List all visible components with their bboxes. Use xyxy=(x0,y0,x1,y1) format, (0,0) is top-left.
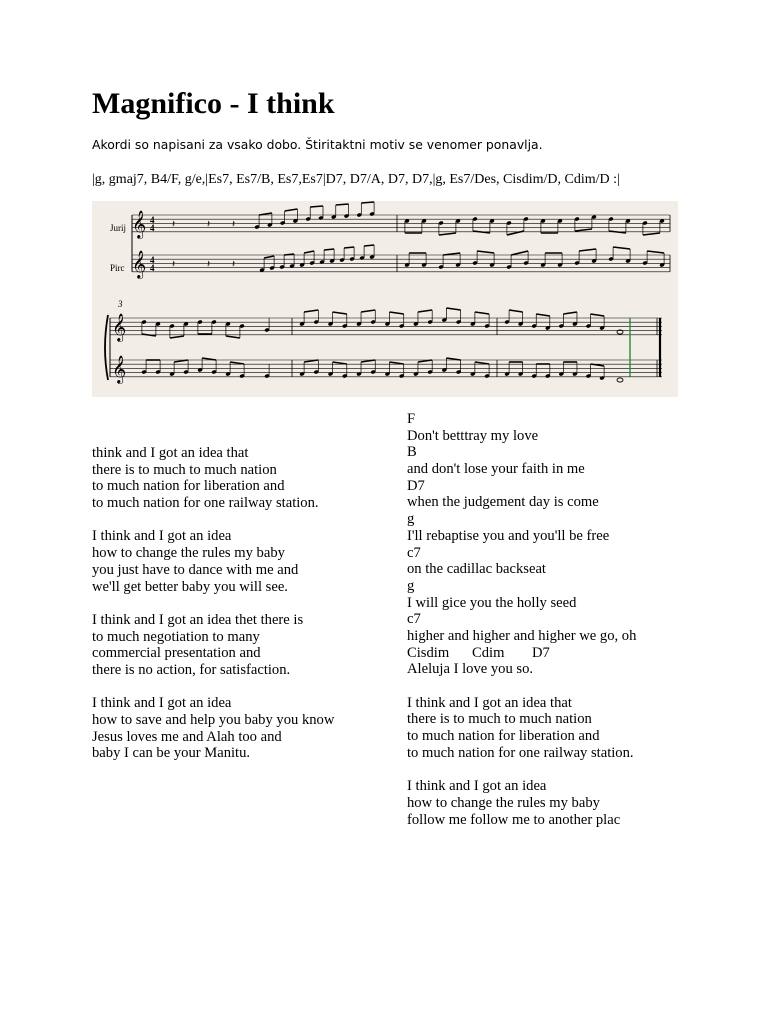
stanza-gap xyxy=(92,512,334,529)
note-beam xyxy=(304,251,314,253)
lyric-line: to much nation for liberation and xyxy=(92,478,285,495)
stanza-gap xyxy=(92,679,334,696)
note-beam xyxy=(361,202,374,203)
chord-label: c7 xyxy=(407,544,421,561)
chord-label: B xyxy=(407,444,417,461)
note-beam xyxy=(284,254,294,255)
lyrics-right-column xyxy=(407,411,636,828)
chord-label: g xyxy=(407,577,415,594)
lyric-line: commercial presentation and xyxy=(92,645,261,662)
note-beam xyxy=(142,334,156,336)
chord-label: D7 xyxy=(532,644,550,661)
chord-label: Cdim xyxy=(472,644,505,661)
chord-label: D7 xyxy=(407,477,425,494)
note-beam xyxy=(591,314,605,316)
note-beam xyxy=(230,362,244,364)
lyric-line: you just have to dance with me and xyxy=(92,561,299,578)
lyric-line: I think and I got an idea xyxy=(92,528,232,545)
note-beam xyxy=(264,256,274,258)
lyric-line: think and I got an idea that xyxy=(92,445,249,461)
sheet-music-score xyxy=(92,201,678,397)
chord-label: c7 xyxy=(407,611,421,628)
note-beam xyxy=(473,231,490,233)
note-beam xyxy=(364,245,374,246)
note-beam xyxy=(226,336,240,338)
note-beam xyxy=(575,229,592,231)
lyric-line: I think and I got an idea xyxy=(92,695,232,712)
note-beam xyxy=(536,314,550,316)
rest-icon: 𝄽 xyxy=(207,259,211,270)
lyric-line: follow me follow me to another plac xyxy=(407,811,621,828)
chord-label: Cisdim xyxy=(407,644,450,661)
note-beam xyxy=(475,362,489,364)
lyric-line: and don't lose your faith in me xyxy=(407,461,585,478)
lyrics-left-column xyxy=(92,445,334,762)
staff-label-jurij: Jurij xyxy=(110,223,127,233)
lyric-line: to much nation for one railway station. xyxy=(407,744,634,761)
note-beam xyxy=(475,312,489,314)
note-beam xyxy=(310,206,323,207)
note-beam xyxy=(336,204,349,205)
stanza-gap xyxy=(407,678,636,695)
stanza-gap xyxy=(407,761,636,778)
lyric-line: how to change the rules my baby xyxy=(407,794,600,811)
chord-progression: |g, gmaj7, B4/F, g/e,|Es7, Es7/B, Es7,Es7|D7, D7/A, D7, D7,|g, Es7/Des, Cisdim/D, Cdim/D :| xyxy=(92,172,620,187)
lyric-line: baby I can be your Manitu. xyxy=(92,745,251,762)
note-beam xyxy=(170,336,184,338)
lyric-line: how to save and help you baby you know xyxy=(92,712,335,728)
note-beam xyxy=(511,251,528,255)
lyric-line: we'll get better baby you will see. xyxy=(92,578,288,595)
lyric-line: Don't betttray my love xyxy=(407,427,539,444)
note-beam xyxy=(333,312,347,314)
rest-icon: 𝄽 xyxy=(172,219,176,230)
note-beam xyxy=(643,233,660,235)
note-beam xyxy=(324,249,334,250)
staff-label-pirc: Pirc xyxy=(110,263,125,273)
lyric-line: how to change the rules my baby xyxy=(92,545,285,562)
lyric-line: there is to much to much nation xyxy=(407,711,592,728)
note-beam xyxy=(446,308,460,310)
lyric-line: to much nation for liberation and xyxy=(407,728,600,745)
note-beam xyxy=(579,249,596,251)
lyric-line: I think and I got an idea that xyxy=(407,694,572,711)
treble-clef-icon: 𝄞 xyxy=(112,355,127,383)
lyric-line: higher and higher and higher we go, oh xyxy=(407,627,637,644)
rest-icon: 𝄽 xyxy=(232,219,236,230)
page-title: Magnifico - I think xyxy=(92,87,335,120)
note-beam xyxy=(609,231,626,233)
rest-icon: 𝄽 xyxy=(232,259,236,270)
note-beam xyxy=(333,362,347,364)
note-beam xyxy=(361,310,375,312)
note-beam xyxy=(285,209,298,211)
music-notation xyxy=(92,201,678,397)
treble-clef-icon: 𝄞 xyxy=(112,313,127,341)
chord-label: g xyxy=(407,511,415,528)
subtitle: Akordi so napisani za vsako dobo. Štiritaktni motiv se venomer ponavlja. xyxy=(92,137,543,152)
lyric-line: when the judgement day is come xyxy=(407,494,599,511)
lyric-line: Jesus loves me and Alah too and xyxy=(92,728,282,745)
chord-label: F xyxy=(407,411,416,427)
lyric-line: to much negotiation to many xyxy=(92,628,260,645)
lyric-line: there is no action, for satisfaction. xyxy=(92,661,291,678)
time-signature: 4 xyxy=(150,255,155,265)
chord-row xyxy=(407,645,636,662)
note-beam xyxy=(418,310,432,312)
lyric-line: I think and I got an idea xyxy=(407,778,547,795)
stanza-gap xyxy=(92,595,334,612)
lyric-line: on the cadillac backseat xyxy=(407,561,546,578)
time-signature: 4 xyxy=(150,215,155,225)
note-beam xyxy=(259,213,272,215)
note-beam xyxy=(443,253,460,255)
note-beam xyxy=(389,312,403,314)
note-beam xyxy=(304,310,318,312)
treble-clef-icon: 𝄞 xyxy=(132,210,147,238)
brace-icon xyxy=(105,315,108,380)
lyric-line: I think and I got an idea thet there is xyxy=(92,611,304,628)
time-signature: 4 xyxy=(150,223,155,233)
lyric-line: I'll rebaptise you and you'll be free xyxy=(407,527,610,544)
lyric-line: Aleluja I love you so. xyxy=(407,661,534,678)
note-beam xyxy=(509,310,523,312)
time-signature: 4 xyxy=(150,263,155,273)
lyric-line: there is to much to much nation xyxy=(92,461,277,478)
note-beam xyxy=(389,362,403,364)
lyric-line: to much nation for one railway station. xyxy=(92,495,319,512)
note-beam xyxy=(647,251,664,253)
measure-number: 3 xyxy=(118,299,123,309)
note-beam xyxy=(563,312,577,314)
note-beam xyxy=(477,251,494,253)
rest-icon: 𝄽 xyxy=(207,219,211,230)
lyric-line: I will gice you the holly seed xyxy=(407,594,577,611)
half-note xyxy=(617,378,623,382)
note-beam xyxy=(613,247,630,249)
treble-clef-icon: 𝄞 xyxy=(132,250,147,278)
note-beam xyxy=(439,233,456,235)
rest-icon: 𝄽 xyxy=(172,259,176,270)
note-beam xyxy=(344,247,354,248)
